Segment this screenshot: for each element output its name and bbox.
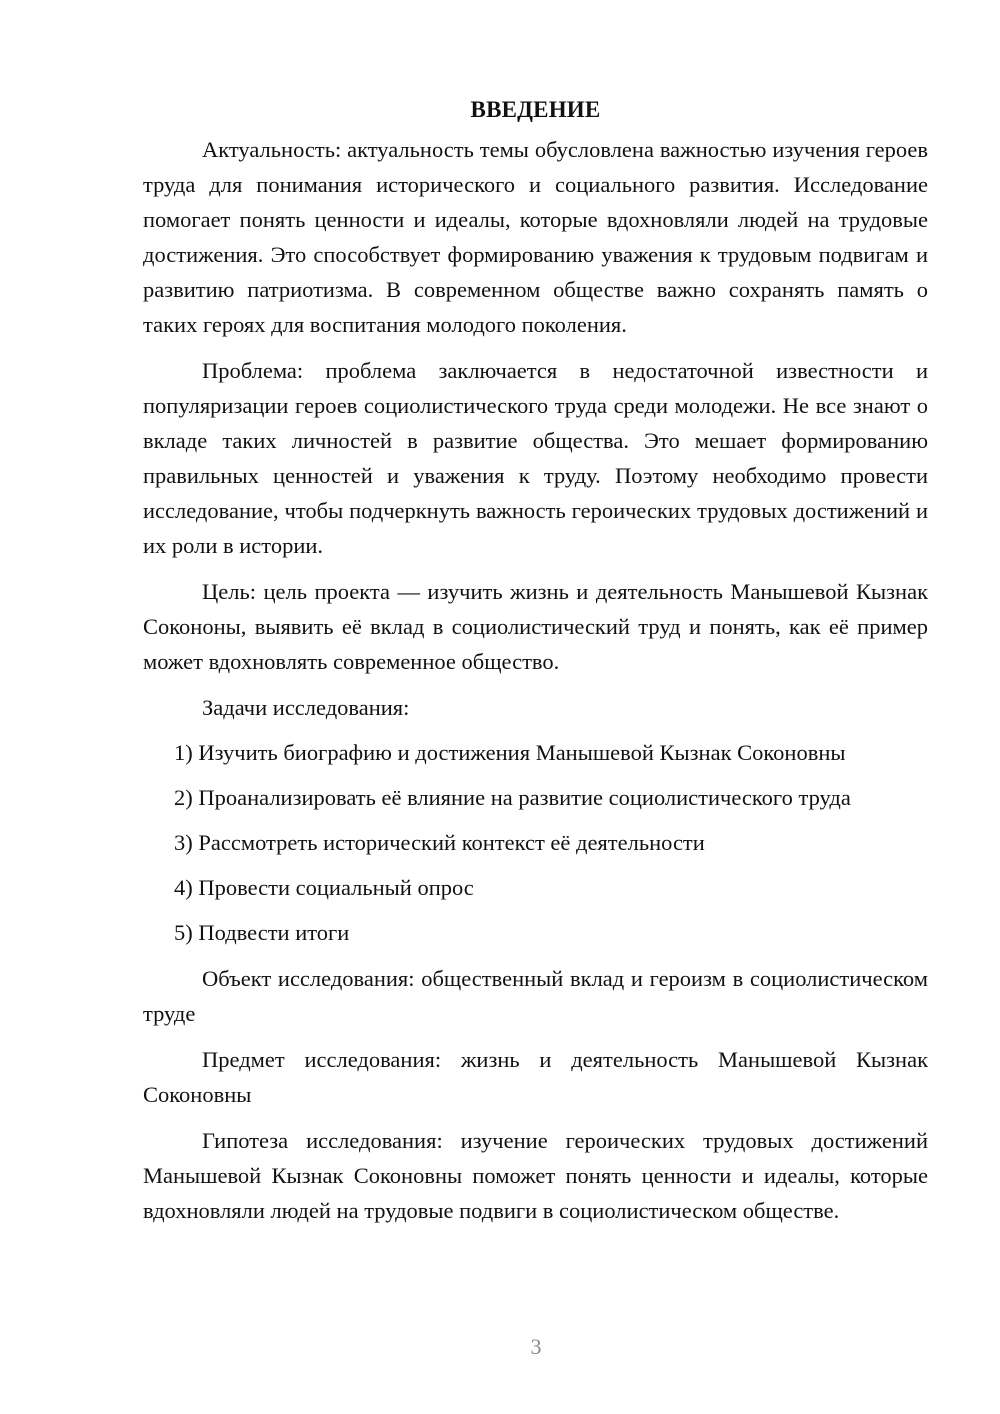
page-title: ВВЕДЕНИЕ — [470, 97, 601, 122]
subject-paragraph: Предмет исследования: жизнь и деятельность Манышевой Кызнак Соконовны — [143, 1047, 928, 1107]
task-item-4: 4) Провести социальный опрос — [174, 875, 474, 900]
tasks-list — [143, 735, 928, 950]
task-item-5: 5) Подвести итоги — [174, 920, 350, 945]
problem-paragraph: Проблема: проблема заключается в недостаточной известности и популяризации героев социолистического труда среди молодежи. Не все знают о вкладе таких личностей в развитие общества. Это мешает формированию правильных ценностей и уважения к труду. Поэтому необходимо провести исследование, чтобы подчеркнуть важность героических трудовых достижений и их роли в истории. — [143, 358, 928, 558]
task-item-3: 3) Рассмотреть исторический контекст её деятельности — [174, 830, 705, 855]
task-item-2: 2) Проанализировать её влияние на развитие социолистического труда — [174, 785, 851, 810]
tasks-heading: Задачи исследования: — [202, 695, 410, 720]
document-page — [143, 92, 928, 1239]
object-paragraph: Объект исследования: общественный вклад и героизм в социолистическом труде — [143, 966, 928, 1026]
hypothesis-paragraph: Гипотеза исследования: изучение героических трудовых достижений Манышевой Кызнак Соконовны поможет понять ценности и идеалы, которые вдохновляли людей на трудовые подвиги в социолистическом обществе. — [143, 1128, 928, 1223]
task-item-1: 1) Изучить биографию и достижения Манышевой Кызнак Соконовны — [174, 740, 846, 765]
page-number: 3 — [530, 1334, 542, 1359]
relevance-paragraph: Актуальность: актуальность темы обусловлена важностью изучения героев труда для понимания исторического и социального развития. Исследование помогает понять ценности и идеалы, которые вдохновляли людей на трудовые достижения. Это способствует формированию уважения к трудовым подвигам и развитию патриотизма. В современном обществе важно сохранять память о таких героях для воспитания молодого поколения. — [143, 137, 928, 337]
goal-paragraph: Цель: цель проекта — изучить жизнь и деятельность Манышевой Кызнак Сокононы, выявить её вклад в социолистический труд и понять, как её пример может вдохновлять современное общество. — [143, 579, 928, 674]
